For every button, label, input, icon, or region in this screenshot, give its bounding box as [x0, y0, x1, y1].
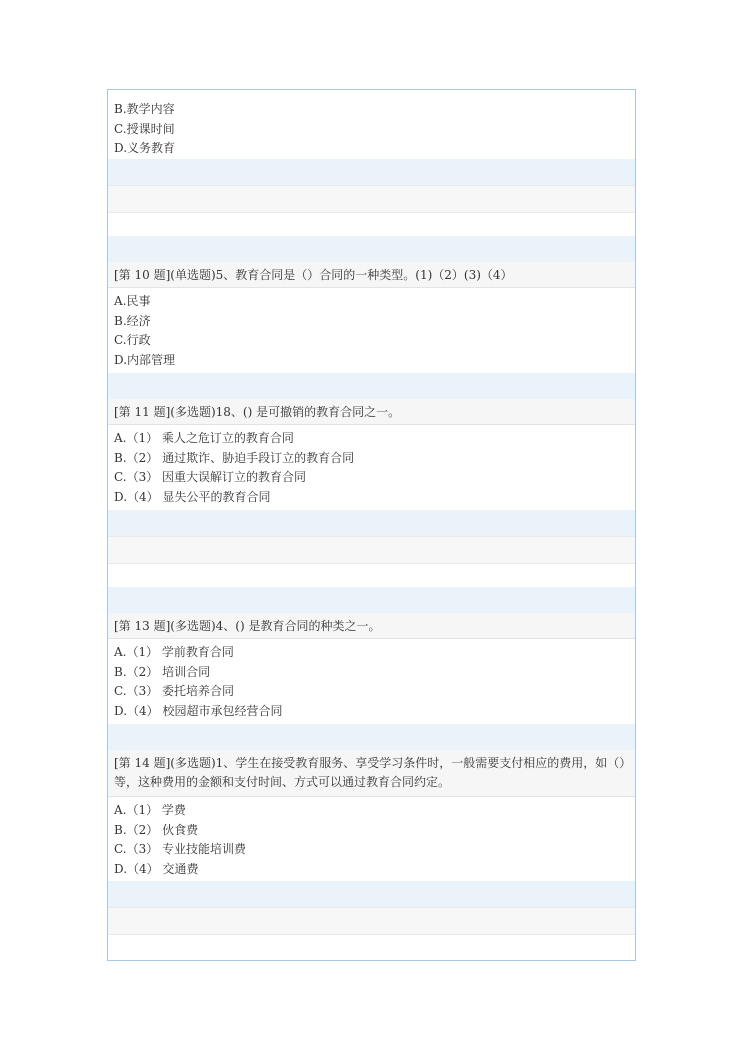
option-a: A.民事	[114, 294, 151, 308]
question-10-options	[108, 288, 635, 370]
option-a: A.（1） 乘人之危订立的教育合同	[114, 431, 294, 445]
exam-content-frame	[107, 89, 636, 961]
question-13-title: [第 13 题](多选题)4、() 是教育合同的种类之一。	[108, 613, 635, 639]
option-b: B.经济	[114, 313, 151, 328]
question-13-options	[108, 639, 635, 721]
option-d: D.（4） 显失公平的教育合同	[114, 489, 271, 504]
option-a: A.（1） 学前教育合同	[114, 645, 234, 659]
answer-band	[108, 881, 635, 907]
option-d: D.（4） 校园超市承包经营合同	[114, 703, 283, 718]
option-c: C.行政	[114, 333, 151, 347]
question-14-title: [第 14 题](多选题)1、学生在接受教育服务、享受学习条件时，一般需要支付相应的费用，如（）等，这种费用的金额和支付时间、方式可以通过教育合同约定。	[108, 750, 635, 797]
question-10-title: [第 10 题](单选题)5、教育合同是（）合同的一种类型。(1)（2）(3)（4）	[108, 262, 635, 288]
analysis-band	[108, 907, 635, 935]
answer-band	[108, 724, 635, 750]
option-b: B.教学内容	[114, 102, 175, 116]
option-c: C.（3） 因重大误解订立的教育合同	[114, 470, 307, 484]
option-b: B.（2） 培训合同	[114, 664, 211, 679]
answer-band	[108, 236, 635, 262]
answer-band	[108, 587, 635, 613]
question-11-options	[108, 425, 635, 507]
option-b: B.（2） 通过欺诈、胁迫手段订立的教育合同	[114, 450, 355, 465]
answer-band	[108, 159, 635, 185]
analysis-band	[108, 536, 635, 564]
option-d: D.（4） 交通费	[114, 861, 199, 876]
option-c: C.（3） 专业技能培训费	[114, 842, 247, 856]
answer-band	[108, 373, 635, 399]
question-11-title: [第 11 题](多选题)18、() 是可撤销的教育合同之一。	[108, 399, 635, 425]
option-a: A.（1） 学费	[114, 803, 186, 817]
option-d: D.内部管理	[114, 352, 176, 367]
option-d: D.义务教育	[114, 141, 176, 155]
analysis-band	[108, 185, 635, 213]
option-c: C.授课时间	[114, 121, 175, 136]
option-b: B.（2） 伙食费	[114, 822, 199, 837]
question-9-options	[108, 96, 635, 159]
option-c: C.（3） 委托培养合同	[114, 684, 235, 698]
question-14-options	[108, 797, 635, 879]
answer-band	[108, 510, 635, 536]
